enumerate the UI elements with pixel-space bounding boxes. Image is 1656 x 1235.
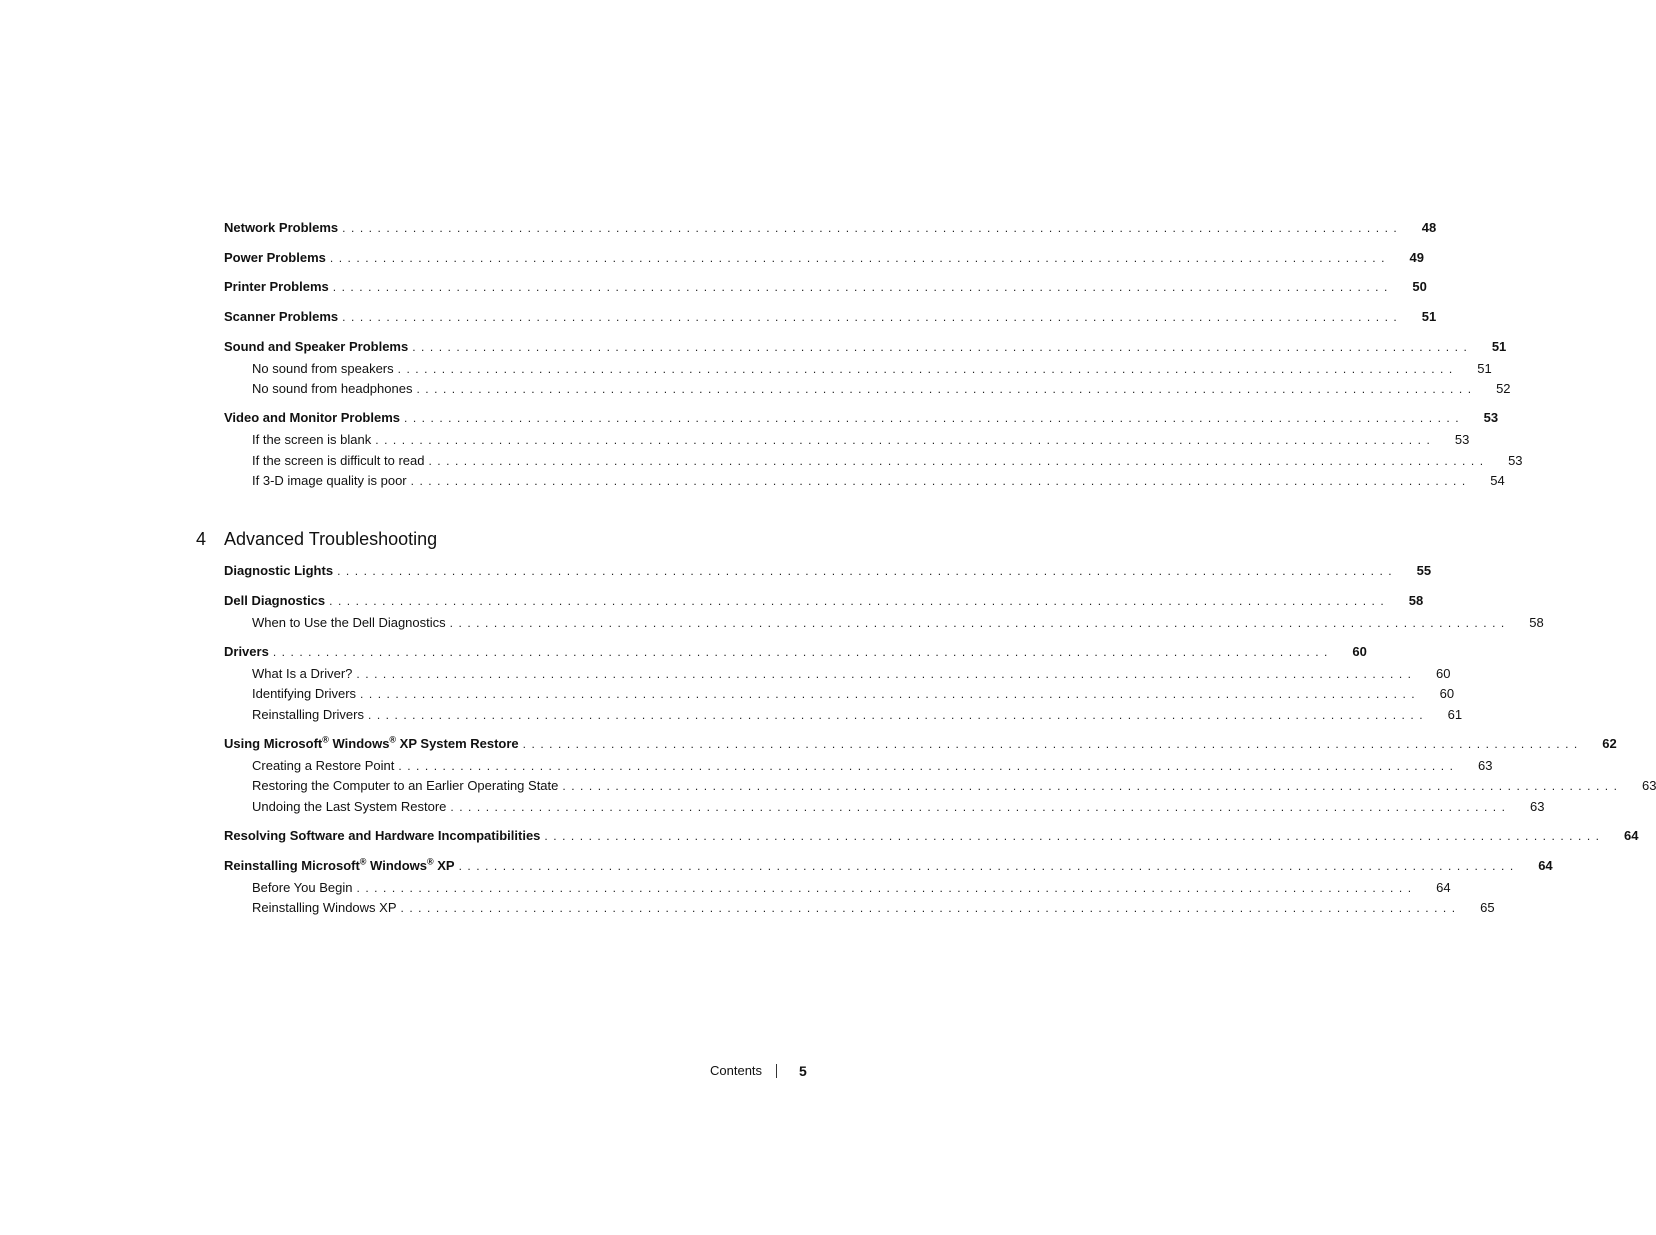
toc-subentry-restoring-computer[interactable] <box>252 776 1656 796</box>
toc-entry-dell-diagnostics[interactable] <box>224 591 1424 611</box>
toc-entry-title: Identifying Drivers <box>252 686 357 701</box>
toc-entry-page: 49 <box>1409 250 1424 265</box>
toc-entry-title: Drivers <box>224 644 269 659</box>
toc-entry-system-restore[interactable] <box>224 734 1617 754</box>
dot-leader: ........................................................................................................................ <box>544 829 1605 843</box>
toc-entry-page: 63 <box>1530 799 1545 814</box>
toc-entry-page: 64 <box>1538 858 1553 873</box>
toc-entry-page: 51 <box>1477 361 1492 376</box>
toc-subentry-no-sound-headphones[interactable] <box>252 379 1511 399</box>
toc-entry-title: Resolving Software and Hardware Incompatibilities <box>224 828 541 843</box>
toc-entry-page: 64 <box>1436 880 1451 895</box>
toc-entry-page: 63 <box>1477 758 1493 773</box>
toc-entry-page: 60 <box>1352 644 1367 659</box>
toc-entry-title: Power Problems <box>224 250 326 265</box>
toc-entry-power-problems[interactable] <box>224 248 1424 268</box>
toc-entry-title: Diagnostic Lights <box>224 563 334 578</box>
toc-entry-page: 61 <box>1447 707 1463 722</box>
dot-leader: ........................................................................................................................ <box>356 667 1417 681</box>
dot-leader: ........................................................................................................................ <box>329 594 1390 608</box>
dot-leader: ........................................................................................................................ <box>398 759 1459 773</box>
toc-entry-printer-problems[interactable] <box>224 277 1427 297</box>
toc-entry-page: 51 <box>1491 339 1507 354</box>
toc-entry-page: 51 <box>1421 309 1437 324</box>
toc-entry-page: 58 <box>1408 593 1424 608</box>
toc-entry-page: 53 <box>1508 453 1523 468</box>
dot-leader: ........................................................................................................................ <box>562 779 1623 793</box>
footer-page-number: 5 <box>799 1063 807 1079</box>
toc-subentry-no-sound-speakers[interactable] <box>252 359 1492 379</box>
dot-leader: ........................................................................................................................ <box>450 800 1511 814</box>
dot-leader: ........................................................................................................................ <box>449 616 1510 630</box>
toc-entry-title: Reinstalling Drivers <box>252 707 364 722</box>
toc-entry-scanner-problems[interactable] <box>224 307 1437 327</box>
toc-entry-title: Undoing the Last System Restore <box>252 799 447 814</box>
toc-entry-title: Reinstalling Microsoft® Windows® XP <box>224 856 455 873</box>
dot-leader: ........................................................................................................................ <box>375 433 1436 447</box>
toc-subentry-undoing-restore[interactable] <box>252 797 1545 817</box>
toc-entry-title: If 3-D image quality is poor <box>252 473 407 488</box>
chapter-title: Advanced Troubleshooting <box>224 529 438 549</box>
toc-entry-title: What Is a Driver? <box>252 666 353 681</box>
dot-leader: ........................................................................................................................ <box>342 221 1403 235</box>
toc-subentry-3d-quality[interactable] <box>252 471 1505 491</box>
toc-entry-page: 54 <box>1490 473 1505 488</box>
dot-leader: ........................................................................................................................ <box>428 454 1489 468</box>
dot-leader: ........................................................................................................................ <box>329 251 1390 265</box>
chapter-heading[interactable] <box>196 527 437 551</box>
footer-section-label: Contents <box>710 1063 763 1078</box>
toc-entry-title: Sound and Speaker Problems <box>224 339 409 354</box>
toc-entry-sound-speaker-problems[interactable] <box>224 337 1507 357</box>
toc-entry-drivers[interactable] <box>224 642 1367 662</box>
dot-leader: ........................................................................................................................ <box>272 645 1333 659</box>
toc-entry-page: 50 <box>1412 279 1427 294</box>
toc-entry-page: 55 <box>1416 563 1432 578</box>
footer-divider <box>776 1064 777 1078</box>
toc-subentry-when-to-use[interactable] <box>252 613 1544 633</box>
toc-entry-title: Dell Diagnostics <box>224 593 326 608</box>
dot-leader: ........................................................................................................................ <box>412 340 1473 354</box>
toc-entry-page: 63 <box>1642 778 1656 793</box>
toc-entry-page: 48 <box>1421 220 1437 235</box>
toc-entry-title: Creating a Restore Point <box>252 758 395 773</box>
toc-entry-title: Scanner Problems <box>224 309 339 324</box>
toc-entry-incompatibilities[interactable] <box>224 826 1639 846</box>
dot-leader: ........................................................................................................................ <box>522 737 1583 751</box>
toc-entry-page: 60 <box>1439 686 1455 701</box>
toc-subentry-screen-difficult[interactable] <box>252 451 1523 471</box>
dot-leader: ........................................................................................................................ <box>458 859 1519 873</box>
toc-subentry-identifying-drivers[interactable] <box>252 684 1455 704</box>
toc-entry-page: 60 <box>1436 666 1451 681</box>
toc-entry-page: 52 <box>1496 381 1511 396</box>
toc-entry-title: When to Use the Dell Diagnostics <box>252 615 446 630</box>
toc-subentry-what-is-driver[interactable] <box>252 664 1451 684</box>
dot-leader: ........................................................................................................................ <box>356 881 1417 895</box>
dot-leader: ........................................................................................................................ <box>337 564 1398 578</box>
dot-leader: ........................................................................................................................ <box>332 280 1393 294</box>
dot-leader: ........................................................................................................................ <box>400 901 1461 915</box>
toc-subentry-reinstalling-windows-xp[interactable] <box>252 898 1495 918</box>
toc-entry-title: Using Microsoft® Windows® XP System Restore <box>224 734 519 751</box>
toc-entry-page: 64 <box>1624 828 1639 843</box>
dot-leader: ........................................................................................................................ <box>342 310 1403 324</box>
toc-entry-page: 53 <box>1483 410 1499 425</box>
toc-subentry-reinstalling-drivers[interactable] <box>252 705 1463 725</box>
chapter-number: 4 <box>196 529 207 549</box>
toc-entry-title: Reinstalling Windows XP <box>252 900 397 915</box>
toc-entry-title: Network Problems <box>224 220 339 235</box>
toc-entry-video-monitor-problems[interactable] <box>224 408 1499 428</box>
toc-entry-title: Before You Begin <box>252 880 353 895</box>
toc-entry-diagnostic-lights[interactable] <box>224 561 1432 581</box>
dot-leader: ........................................................................................................................ <box>404 411 1465 425</box>
toc-entry-title: No sound from headphones <box>252 381 413 396</box>
toc-entry-reinstalling-windows[interactable] <box>224 856 1553 876</box>
dot-leader: ........................................................................................................................ <box>360 687 1421 701</box>
toc-subentry-screen-blank[interactable] <box>252 430 1470 450</box>
dot-leader: ........................................................................................................................ <box>367 708 1429 722</box>
dot-leader: ........................................................................................................................ <box>410 474 1471 488</box>
dot-leader: ........................................................................................................................ <box>416 382 1477 396</box>
toc-entry-title: If the screen is blank <box>252 432 372 447</box>
toc-entry-title: Video and Monitor Problems <box>224 410 401 425</box>
toc-subentry-before-you-begin[interactable] <box>252 878 1451 898</box>
toc-entry-page: 65 <box>1480 900 1495 915</box>
toc-entry-page: 62 <box>1602 736 1617 751</box>
toc-entry-network-problems[interactable] <box>224 218 1437 238</box>
toc-entry-page: 53 <box>1454 432 1470 447</box>
dot-leader: ........................................................................................................................ <box>397 362 1458 376</box>
toc-entry-title: Printer Problems <box>224 279 329 294</box>
toc-entry-page: 58 <box>1529 615 1544 630</box>
toc-entry-title: If the screen is difficult to read <box>252 453 425 468</box>
toc-entry-title: No sound from speakers <box>252 361 394 376</box>
toc-entry-title: Restoring the Computer to an Earlier Operating State <box>252 778 559 793</box>
toc-subentry-creating-restore-point[interactable] <box>252 756 1493 776</box>
